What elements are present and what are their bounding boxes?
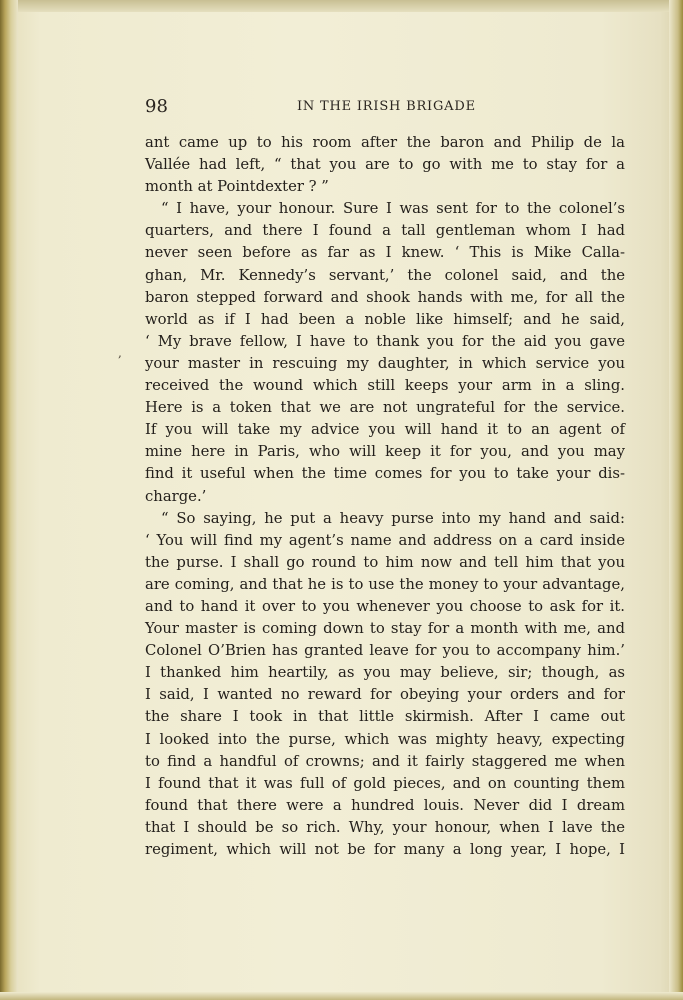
text-line: “ So saying, he put a heavy purse into my hand and said:	[161, 509, 625, 527]
text-line: I looked into the purse, which was mighty heavy, expecting	[145, 730, 625, 748]
page-binding-edge	[0, 0, 18, 1000]
text-line: Vallée had left, “ that you are to go with me to stay for a	[145, 156, 625, 174]
text-line: that I should be so rich. Why, your honour, when I lave the	[145, 818, 625, 836]
text-line: received the wound which still keeps your arm in a sling.	[145, 377, 625, 395]
page-right-edge	[669, 0, 683, 1000]
text-line: your master in rescuing my daughter, in which service you	[145, 354, 625, 372]
body-text	[145, 132, 625, 861]
text-line: If you will take my advice you will hand it to an agent of	[145, 421, 625, 439]
text-line: found that there were a hundred louis. Never did I dream	[145, 796, 625, 814]
text-line: quarters, and there I found a tall gentleman whom I had	[145, 222, 625, 240]
text-line: the purse. I shall go round to him now and tell him that you	[145, 553, 625, 571]
text-line: baron stepped forward and shook hands with me, for all the	[145, 288, 625, 306]
text-line: the share I took in that little skirmish. After I came out	[145, 708, 625, 726]
page-header	[145, 96, 625, 120]
text-line: mine here in Paris, who will keep it for you, and you may	[145, 443, 625, 461]
text-line: ghan, Mr. Kennedy’s servant,’ the colonel said, and the	[145, 266, 625, 284]
text-line: Your master is coming down to stay for a month with me, and	[145, 620, 625, 638]
page-top-shadow	[0, 0, 683, 12]
text-line: to find a handful of crowns; and it fairly staggered me when	[145, 752, 625, 770]
page-number: 98	[145, 96, 168, 117]
text-line: charge.’	[145, 487, 207, 505]
text-line: and to hand it over to you whenever you choose to ask for it.	[145, 597, 625, 615]
text-line: ‘ You will find my agent’s name and address on a card inside	[145, 531, 625, 549]
text-line: ant came up to his room after the baron and Philip de la	[145, 134, 625, 151]
text-line: I thanked him heartily, as you may believe, sir; though, as	[145, 664, 625, 682]
text-line: Colonel O’Brien has granted leave for you to accompany him.’	[145, 642, 625, 660]
text-line: ‘ My brave fellow, I have to thank you for the aid you gave	[145, 332, 625, 350]
running-head: IN THE IRISH BRIGADE	[297, 99, 476, 114]
text-line: never seen before as far as I knew. ‘ This is Mike Calla-	[145, 244, 625, 262]
page-bottom-edge	[0, 992, 683, 1000]
text-line: I found that it was full of gold pieces, and on counting them	[145, 774, 625, 792]
text-line: world as if I had been a noble like himself; and he said,	[145, 310, 625, 328]
text-line: Here is a token that we are not ungrateful for the service.	[145, 399, 625, 417]
text-line: are coming, and that he is to use the money to your advantage,	[145, 575, 625, 593]
text-line: I said, I wanted no reward for obeying your orders and for	[145, 686, 625, 704]
text-line: “ I have, your honour. Sure I was sent for to the colonel’s	[161, 200, 625, 218]
text-line: find it useful when the time comes for you to take your dis-	[145, 465, 625, 483]
margin-mark: ,	[118, 346, 122, 360]
text-line: month at Pointdexter ? ”	[145, 178, 329, 196]
text-line: regiment, which will not be for many a long year, I hope, I	[145, 841, 625, 858]
